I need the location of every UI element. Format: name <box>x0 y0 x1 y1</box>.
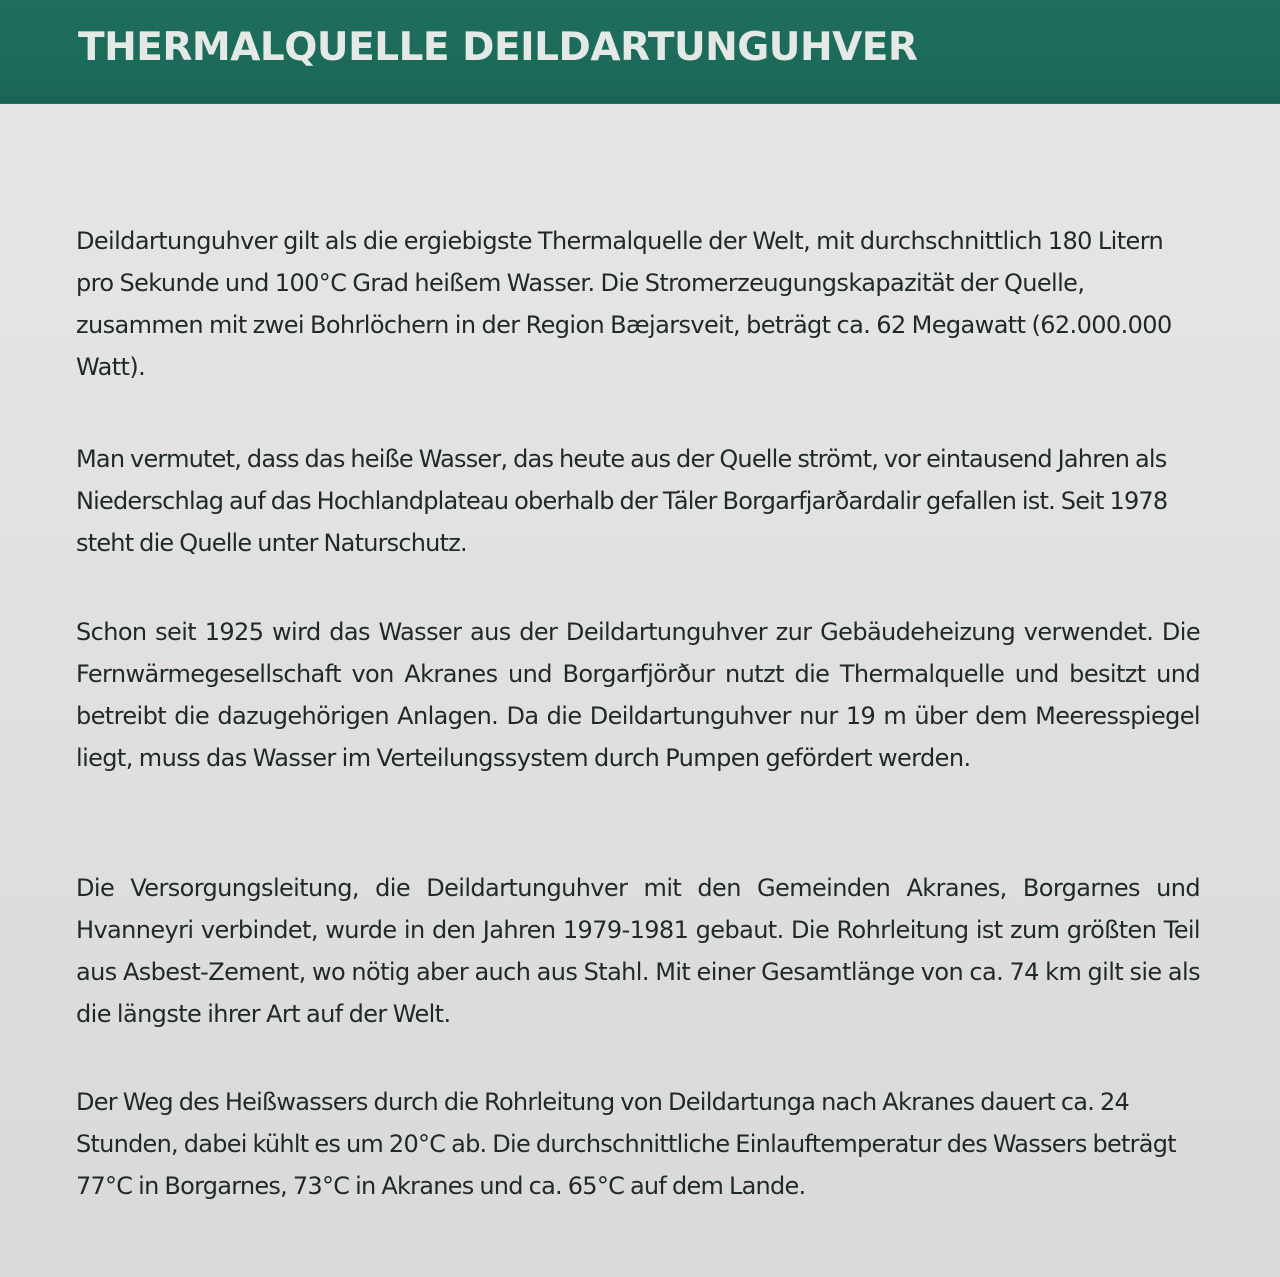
title-banner <box>0 0 1280 104</box>
paragraph-water-temperature: Der Weg des Heißwassers durch die Rohrleitung von Deildartunga nach Akranes dauert ca. 24 Stunden, dabei kühlt es um 20°C ab. Die durchschnittliche Einlauftemperatur des Wassers beträgt 77°C in Borgarnes, 73°C in Akranes und ca. 65°C auf dem Lande. <box>76 1088 1176 1200</box>
paragraph-water-origin: Man vermutet, dass das heiße Wasser, das heute aus der Quelle strömt, vor eintausend Jahren als Niederschlag auf das Hochlandplateau oberhalb der Täler Borgarfjarðardalir gefallen ist. Seit 1978 steht die Quelle unter Naturschutz. <box>76 445 1168 557</box>
paragraph-heating-use: Schon seit 1925 wird das Wasser aus der Deildartunguhver zur Gebäudeheizung verwendet. Die Fernwärmegesellschaft von Akranes und Borgarfjörður nutzt die Thermalquelle und besitzt und betreibt die dazugehörigen Anlagen. Da die Deildartunguhver nur 19 m über dem Meeresspiegel liegt, muss das Wasser im Verteilungssystem durch Pumpen gefördert werden. <box>76 618 1200 772</box>
sign-title: THERMALQUELLE DEILDARTUNGUHVER <box>78 25 918 70</box>
paragraph-supply-pipeline: Die Versorgungsleitung, die Deildartunguhver mit den Gemeinden Akranes, Borgarnes und Hvanneyri verbindet, wurde in den Jahren 1979-1981 gebaut. Die Rohrleitung ist zum größten Teil aus Asbest-Zement, wo nötig aber auch aus Stahl. Mit einer Gesamtlänge von ca. 74 km gilt sie als die längste ihrer Art auf der Welt. <box>76 874 1200 1028</box>
paragraph-output-capacity: Deildartunguhver gilt als die ergiebigste Thermalquelle der Welt, mit durchschnittlich 180 Litern pro Sekunde und 100°C Grad heißem Wasser. Die Stromerzeugungskapazität der Quelle, zusammen mit zwei Bohrlöchern in der Region Bæjarsveit, beträgt ca. 62 Megawatt (62.000.000 Watt). <box>76 227 1172 381</box>
